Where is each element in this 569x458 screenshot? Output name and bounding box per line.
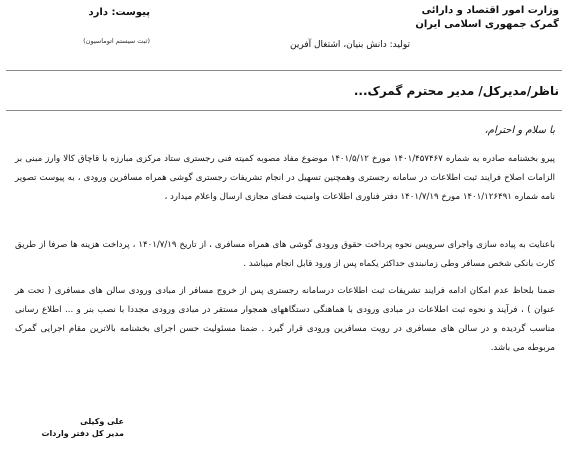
header-divider bbox=[6, 70, 562, 71]
year-slogan: تولید: دانش بنیان، اشتغال آفرین bbox=[290, 40, 410, 50]
letterhead bbox=[359, 4, 559, 32]
signatory-name: علی وکیلی bbox=[80, 417, 124, 426]
salutation: با سلام و احترام، bbox=[484, 125, 555, 136]
recipient-divider bbox=[6, 110, 562, 111]
customs-name: گمرک جمهوری اسلامی ایران bbox=[415, 19, 559, 30]
paragraph-reference: پیرو بخشنامه صادره به شماره ۱۴۰۱/۴۵۷۴۶۷ مورخ ۱۴۰۱/۵/۱۲ موضوع مفاد مصوبه کمیته فنی رجستری ستاد مرکزی مبارزه با قاچاق کالا وارز مبنی بر الزامات اصلاح فرایند ثبت اطلاعات در سامانه رجستری وهمچنین تسهیل در انجام تشریفات رجستری گوشی همراه مسافرین ورودی ، به پیوست تصویر نامه شماره ۱۴۰۱/۱۲۶۴۹۱ مورخ ۱۴۰۱/۷/۱۹ دفتر فناوری اطلاعات وامنیت فضای مجازی ارسال واعلام میدارد ، bbox=[15, 154, 555, 202]
letter-meta bbox=[10, 6, 150, 48]
paragraph-payment: باعنایت به پیاده سازی واجرای سرویس نحوه پرداخت حقوق ورودی گوشی های همراه مسافری ، از تاریخ ۱۴۰۱/۷/۱۹ ، پرداخت هزینه ها صرفا از طریق کارت بانکی شخص مسافر وطی زمانبندی حداکثر یکماه پس از ورود قابل انجام میباشد . bbox=[15, 240, 555, 269]
recipient-line: ناظر/مدیرکل/ مدیر محترم گمرک... bbox=[353, 84, 559, 98]
ministry-name: وزارت امور اقتصاد و دارائی bbox=[421, 5, 559, 16]
signatory-title: مدیر کل دفتر واردات bbox=[41, 429, 124, 438]
paragraph-instructions: ضمنا بلحاظ عدم امکان ادامه فرایند تشریفات ثبت اطلاعات درسامانه رجستری پس از خروج مسافر از مبادی ورودی سالن های مسافری ( تحت هر عنوان ) ، فرآیند و نحوه ثبت اطلاعات در مبادی ورودی با هماهنگی دستگاههای همجوار مستقر در مبادی ورودی مجددا با نصب بنر و ... اطلاع رسانی مناسب گردیده و در سالن های مسافری در رویت مسافرین ورودی قرار گیرد . ضمنا مسئولیت حسن اجرای بخشنامه بالاترین مقام اجرایی گمرک مربوطه می باشد. bbox=[15, 286, 555, 353]
system-note: (ثبت سیستم اتوماسیون) bbox=[83, 37, 150, 45]
signature-block bbox=[14, 416, 124, 440]
attachment-label: پیوست: دارد bbox=[88, 7, 150, 18]
